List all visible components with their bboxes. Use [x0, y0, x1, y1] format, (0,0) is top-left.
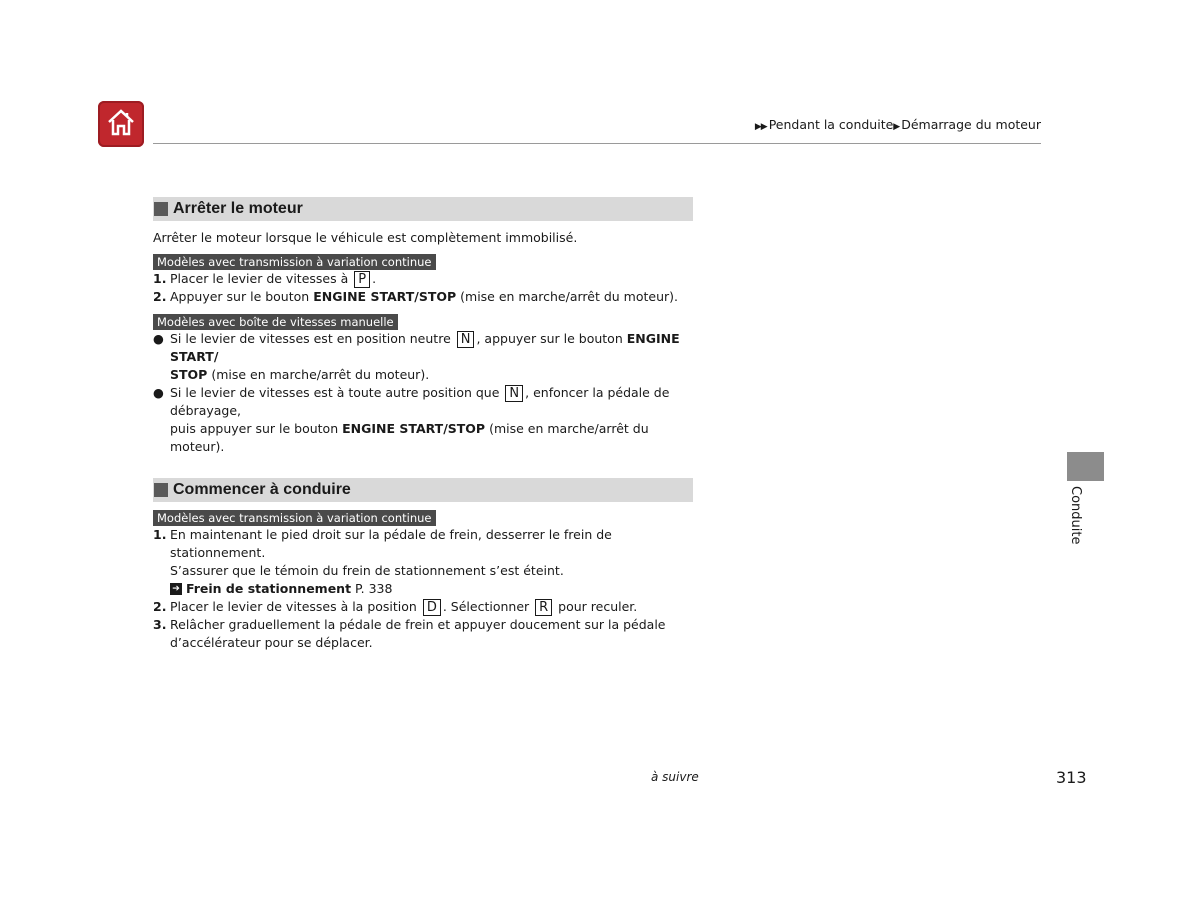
model-tag: Modèles avec transmission à variation continue [153, 510, 436, 526]
step-text: pour reculer. [558, 599, 638, 614]
step-number: 1. [153, 271, 167, 286]
breadcrumb-arrow-icon: ▶ [893, 122, 900, 132]
chapter-label: Conduite [1068, 486, 1083, 545]
gear-key: R [535, 599, 552, 616]
page-number: 313 [1056, 768, 1087, 787]
step-text: (mise en marche/arrêt du moteur). [460, 289, 678, 304]
list-item [153, 288, 693, 306]
list-item [153, 598, 693, 616]
cross-reference[interactable] [170, 580, 693, 598]
step-text: , appuyer sur le bouton [476, 331, 623, 346]
home-icon [105, 107, 137, 141]
step-number: 2. [153, 599, 167, 614]
step-text: S’assurer que le témoin du frein de stationnement s’est éteint. [170, 563, 564, 578]
home-button[interactable] [98, 101, 144, 147]
gear-key: P [354, 271, 370, 288]
section-heading [153, 478, 693, 502]
main-content [153, 197, 693, 652]
step-text: Relâcher graduellement la pédale de frein et appuyer doucement sur la pédale [170, 617, 666, 632]
list-item [153, 616, 693, 652]
bullet-icon: ● [153, 331, 164, 346]
bullet-icon: ● [153, 385, 164, 400]
intro-text: Arrêter le moteur lorsque le véhicule est complètement immobilisé. [153, 230, 578, 245]
reference-arrow-icon: ➔ [170, 583, 182, 595]
list-item [153, 270, 693, 288]
step-text: . [372, 271, 377, 286]
step-text: . Sélectionner [442, 599, 530, 614]
gear-key: N [457, 331, 475, 348]
square-icon [154, 202, 168, 216]
model-tag: Modèles avec transmission à variation continue [153, 254, 436, 270]
breadcrumb-arrow-icon: ▶▶ [754, 122, 767, 132]
list-item [153, 526, 693, 580]
list-item [153, 330, 693, 384]
header-divider [153, 143, 1041, 144]
step-text: puis appuyer sur le bouton [170, 421, 339, 436]
breadcrumb [755, 117, 1041, 132]
step-text: En maintenant le pied droit sur la pédale de frein, desserrer le frein de stationnement. [170, 527, 612, 560]
step-number: 1. [153, 527, 167, 542]
step-text: Placer le levier de vitesses à la position [170, 599, 417, 614]
step-text: (mise en marche/arrêt du moteur). [211, 367, 430, 382]
button-name: ENGINE START/STOP [313, 289, 457, 304]
step-text: Placer le levier de vitesses à [170, 271, 349, 286]
step-text: Appuyer sur le bouton [170, 289, 310, 304]
section-title: Commencer à conduire [173, 481, 351, 498]
step-text: (mise en marche/arrêt du moteur). [170, 421, 649, 454]
step-text: , enfoncer la pédale de débrayage, [170, 385, 670, 418]
step-number: 3. [153, 617, 167, 632]
button-name: ENGINE START/STOP [342, 421, 486, 436]
step-text: Si le levier de vitesses est en position neutre [170, 331, 451, 346]
chapter-tab[interactable] [1067, 452, 1104, 481]
step-text: Si le levier de vitesses est à toute autre position que [170, 385, 500, 400]
section-title: Arrêter le moteur [173, 200, 303, 217]
square-icon [154, 483, 168, 497]
gear-key: N [505, 385, 523, 402]
model-tag: Modèles avec boîte de vitesses manuelle [153, 314, 398, 330]
reference-title[interactable]: Frein de stationnement [186, 581, 352, 596]
reference-page[interactable]: P. 338 [355, 581, 393, 596]
step-number: 2. [153, 289, 167, 304]
list-item [153, 384, 693, 456]
continue-note: à suivre [651, 770, 699, 784]
step-text: d’accélérateur pour se déplacer. [170, 635, 373, 650]
breadcrumb-item[interactable]: Pendant la conduite [768, 117, 894, 132]
button-name: STOP [170, 367, 208, 382]
button-name: ENGINE START/ [170, 331, 680, 364]
gear-key: D [423, 599, 441, 616]
breadcrumb-item[interactable]: Démarrage du moteur [901, 117, 1041, 132]
section-heading [153, 197, 693, 221]
